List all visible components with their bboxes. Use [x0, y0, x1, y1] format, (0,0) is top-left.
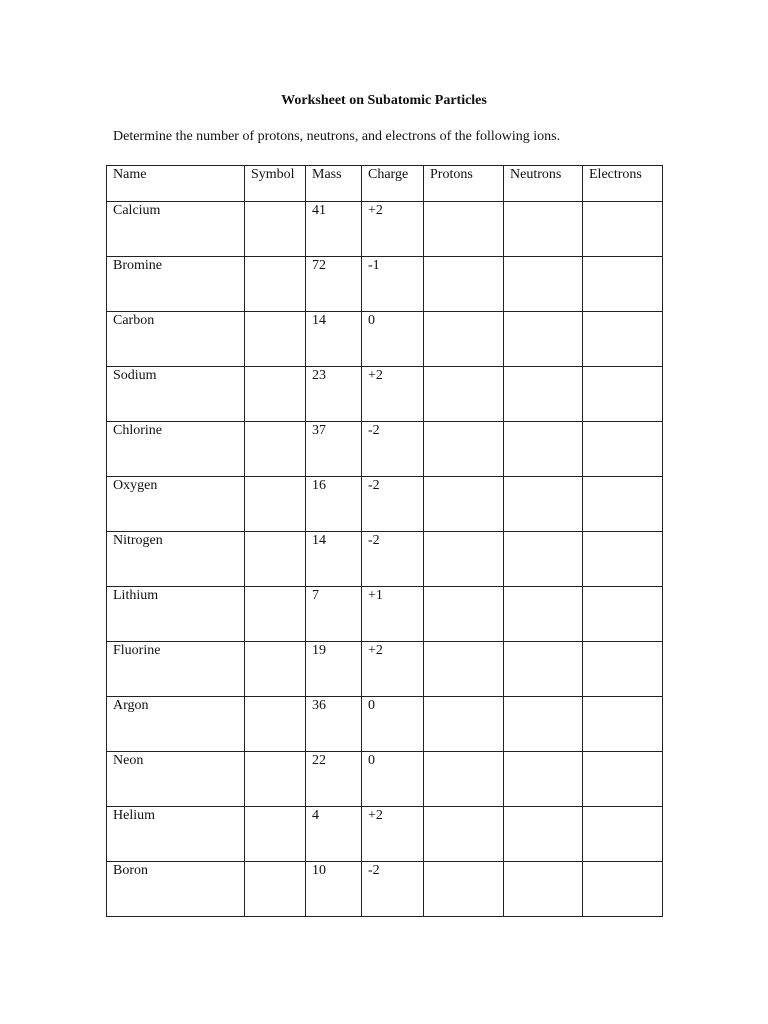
table-row	[107, 202, 663, 257]
cell-charge: +2	[362, 202, 424, 257]
cell-protons[interactable]	[424, 642, 504, 697]
cell-symbol[interactable]	[245, 477, 306, 532]
cell-neutrons[interactable]	[504, 532, 583, 587]
cell-neutrons[interactable]	[504, 422, 583, 477]
header-neutrons: Neutrons	[504, 166, 583, 202]
cell-symbol[interactable]	[245, 422, 306, 477]
table-row	[107, 532, 663, 587]
cell-mass: 22	[306, 752, 362, 807]
cell-symbol[interactable]	[245, 807, 306, 862]
cell-protons[interactable]	[424, 697, 504, 752]
header-symbol: Symbol	[245, 166, 306, 202]
header-charge: Charge	[362, 166, 424, 202]
cell-name: Argon	[107, 697, 245, 752]
cell-charge: +2	[362, 642, 424, 697]
table-row	[107, 807, 663, 862]
cell-electrons[interactable]	[583, 642, 663, 697]
cell-name: Sodium	[107, 367, 245, 422]
cell-symbol[interactable]	[245, 587, 306, 642]
table-row	[107, 697, 663, 752]
table-row	[107, 862, 663, 917]
table-row	[107, 752, 663, 807]
cell-protons[interactable]	[424, 532, 504, 587]
cell-name: Chlorine	[107, 422, 245, 477]
cell-charge: +1	[362, 587, 424, 642]
cell-mass: 72	[306, 257, 362, 312]
cell-charge: -2	[362, 532, 424, 587]
cell-electrons[interactable]	[583, 587, 663, 642]
cell-neutrons[interactable]	[504, 642, 583, 697]
cell-protons[interactable]	[424, 587, 504, 642]
cell-name: Helium	[107, 807, 245, 862]
cell-protons[interactable]	[424, 202, 504, 257]
cell-protons[interactable]	[424, 257, 504, 312]
header-protons: Protons	[424, 166, 504, 202]
cell-name: Lithium	[107, 587, 245, 642]
cell-mass: 41	[306, 202, 362, 257]
cell-name: Calcium	[107, 202, 245, 257]
cell-electrons[interactable]	[583, 312, 663, 367]
cell-name: Oxygen	[107, 477, 245, 532]
cell-charge: +2	[362, 807, 424, 862]
cell-name: Nitrogen	[107, 532, 245, 587]
cell-symbol[interactable]	[245, 697, 306, 752]
cell-mass: 14	[306, 532, 362, 587]
cell-neutrons[interactable]	[504, 807, 583, 862]
cell-electrons[interactable]	[583, 477, 663, 532]
cell-symbol[interactable]	[245, 257, 306, 312]
header-electrons: Electrons	[583, 166, 663, 202]
cell-neutrons[interactable]	[504, 862, 583, 917]
cell-charge: -2	[362, 477, 424, 532]
cell-neutrons[interactable]	[504, 697, 583, 752]
cell-electrons[interactable]	[583, 422, 663, 477]
cell-protons[interactable]	[424, 422, 504, 477]
cell-electrons[interactable]	[583, 697, 663, 752]
cell-symbol[interactable]	[245, 862, 306, 917]
cell-charge: 0	[362, 697, 424, 752]
cell-name: Carbon	[107, 312, 245, 367]
cell-neutrons[interactable]	[504, 257, 583, 312]
cell-name: Boron	[107, 862, 245, 917]
cell-charge: -2	[362, 422, 424, 477]
header-name: Name	[107, 166, 245, 202]
cell-charge: +2	[362, 367, 424, 422]
cell-charge: 0	[362, 312, 424, 367]
table-row	[107, 422, 663, 477]
table-row	[107, 312, 663, 367]
cell-protons[interactable]	[424, 752, 504, 807]
cell-neutrons[interactable]	[504, 587, 583, 642]
cell-charge: -1	[362, 257, 424, 312]
cell-mass: 16	[306, 477, 362, 532]
cell-neutrons[interactable]	[504, 367, 583, 422]
cell-symbol[interactable]	[245, 642, 306, 697]
cell-mass: 36	[306, 697, 362, 752]
cell-electrons[interactable]	[583, 807, 663, 862]
cell-electrons[interactable]	[583, 202, 663, 257]
cell-electrons[interactable]	[583, 532, 663, 587]
header-mass: Mass	[306, 166, 362, 202]
cell-protons[interactable]	[424, 312, 504, 367]
cell-mass: 4	[306, 807, 362, 862]
cell-neutrons[interactable]	[504, 202, 583, 257]
cell-symbol[interactable]	[245, 752, 306, 807]
cell-protons[interactable]	[424, 367, 504, 422]
worksheet-table	[106, 165, 663, 917]
cell-protons[interactable]	[424, 477, 504, 532]
cell-mass: 23	[306, 367, 362, 422]
cell-name: Fluorine	[107, 642, 245, 697]
instructions-text: Determine the number of protons, neutrons, and electrons of the following ions.	[113, 129, 561, 144]
cell-charge: 0	[362, 752, 424, 807]
page-title: Worksheet on Subatomic Particles	[281, 93, 487, 108]
cell-protons[interactable]	[424, 807, 504, 862]
cell-symbol[interactable]	[245, 312, 306, 367]
cell-mass: 14	[306, 312, 362, 367]
cell-electrons[interactable]	[583, 752, 663, 807]
cell-name: Neon	[107, 752, 245, 807]
cell-mass: 10	[306, 862, 362, 917]
cell-neutrons[interactable]	[504, 477, 583, 532]
cell-protons[interactable]	[424, 862, 504, 917]
cell-symbol[interactable]	[245, 202, 306, 257]
cell-name: Bromine	[107, 257, 245, 312]
cell-electrons[interactable]	[583, 367, 663, 422]
table-row	[107, 587, 663, 642]
cell-symbol[interactable]	[245, 532, 306, 587]
cell-symbol[interactable]	[245, 367, 306, 422]
cell-neutrons[interactable]	[504, 312, 583, 367]
table-row	[107, 367, 663, 422]
table-row	[107, 477, 663, 532]
cell-mass: 7	[306, 587, 362, 642]
cell-charge: -2	[362, 862, 424, 917]
cell-electrons[interactable]	[583, 257, 663, 312]
cell-neutrons[interactable]	[504, 752, 583, 807]
cell-mass: 19	[306, 642, 362, 697]
table-header-row	[107, 166, 663, 202]
cell-mass: 37	[306, 422, 362, 477]
cell-electrons[interactable]	[583, 862, 663, 917]
table-row	[107, 642, 663, 697]
table-body	[107, 202, 663, 917]
table-row	[107, 257, 663, 312]
